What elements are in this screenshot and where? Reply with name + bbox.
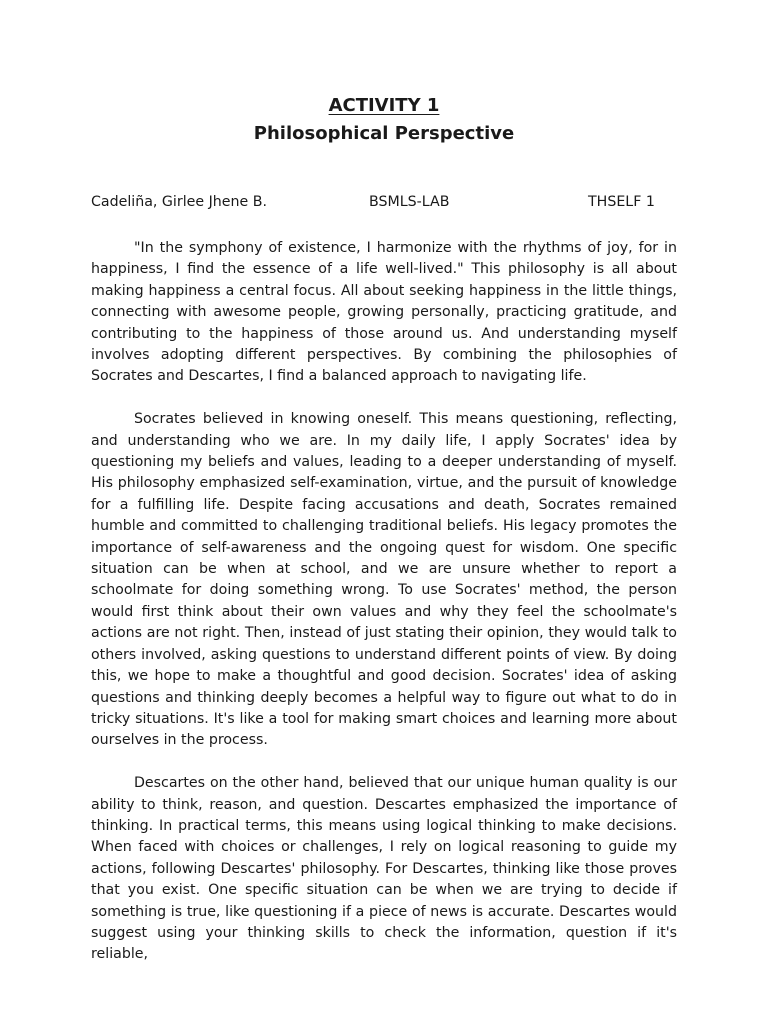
- subject-code: THSELF 1: [588, 194, 655, 210]
- document-page: [91, 92, 677, 987]
- student-name: Cadeliña, Girlee Jhene B.: [91, 194, 267, 210]
- activity-title: ACTIVITY 1: [328, 95, 440, 116]
- paragraph-intro: "In the symphony of existence, I harmonize with the rhythms of joy, for in happiness, I find the essence of a life well-lived." This philosophy is all about making happiness a central focus. All about seeking happiness in the little things, connecting with awesome people, growing personally, practicing gratitude, and contributing to the happiness of those around us. And understanding myself involves adopting different perspectives. By combining the philosophies of Socrates and Descartes, I find a balanced approach to navigating life.: [91, 240, 677, 385]
- student-info-line: [91, 192, 677, 212]
- document-subtitle: Philosophical Perspective: [253, 123, 515, 144]
- course-code: BSMLS-LAB: [369, 194, 450, 210]
- paragraph-descartes: Descartes on the other hand, believed that our unique human quality is our ability to think, reason, and question. Descartes emphasized the importance of thinking. In practical terms, this means using logical thinking to make decisions. When faced with choices or challenges, I rely on logical reasoning to guide my actions, following Descartes' philosophy. For Descartes, thinking like those proves that you exist. One specific situation can be when we are trying to decide if something is true, like questioning if a piece of news is accurate. Descartes would suggest using your thinking skills to check the information, question if it's reliable,: [91, 775, 677, 963]
- paragraph-socrates: Socrates believed in knowing oneself. This means questioning, reflecting, and understanding who we are. In my daily life, I apply Socrates' idea by questioning my beliefs and values, leading to a deeper understanding of myself. His philosophy emphasized self-examination, virtue, and the pursuit of knowledge for a fulfilling life. Despite facing accusations and death, Socrates remained humble and committed to challenging traditional beliefs. His legacy promotes the importance of self-awareness and the ongoing quest for wisdom. One specific situation can be when at school, and we are unsure whether to report a schoolmate for doing something wrong. To use Socrates' method, the person would first think about their own values and why they feel the schoolmate's actions are not right. Then, instead of just stating their opinion, they would talk to others involved, asking questions to understand different points of view. By doing this, we hope to make a thoughtful and good decision. Socrates' idea of asking questions and thinking deeply becomes a helpful way to figure out what to do in tricky situations. It's like a tool for making smart choices and learning more about ourselves in the process.: [91, 411, 677, 749]
- essay-body: [91, 238, 677, 966]
